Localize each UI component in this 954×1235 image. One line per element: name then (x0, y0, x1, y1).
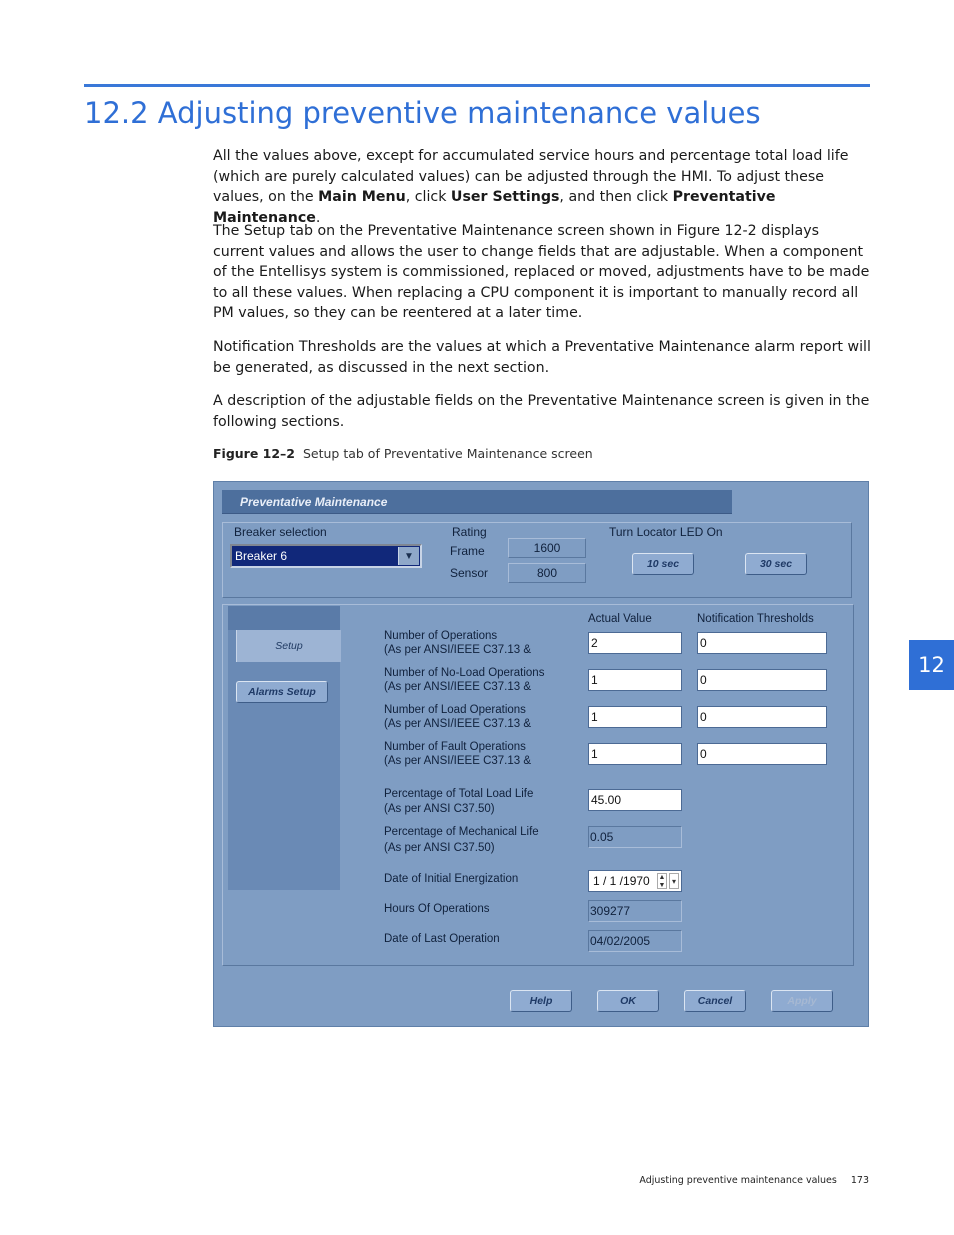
field-label (384, 740, 531, 768)
page-title: 12.2 Adjusting preventive maintenance values (84, 96, 761, 130)
no-load-threshold-input[interactable]: 0 (697, 669, 827, 691)
ok-button[interactable]: OK (597, 990, 659, 1012)
paragraph-4: A description of the adjustable fields on the Preventative Maintenance screen is given in the following sections. (213, 393, 870, 430)
load-threshold-input[interactable]: 0 (697, 706, 827, 728)
initial-energization-date-value: 1 / 1 /1970 (593, 874, 650, 888)
notification-thresholds-header: Notification Thresholds (697, 613, 814, 625)
paragraph-3: Notification Thresholds are the values at which a Preventative Maintenance alarm report will be generated, as discussed in the next section. (213, 339, 871, 376)
fault-threshold-input[interactable]: 0 (697, 743, 827, 765)
field-label-line: Number of No-Load Operations (384, 667, 545, 679)
field-label-line: (As per ANSI/IEEE C37.13 & (384, 755, 532, 767)
fault-actual-input[interactable]: 1 (588, 743, 682, 765)
field-label (384, 824, 539, 856)
field-label-line: Number of Operations (384, 630, 498, 642)
tab-setup[interactable]: Setup (236, 630, 341, 662)
field-label: Date of Initial Energization (384, 873, 519, 885)
p1-text: , and then click (559, 189, 673, 205)
page-number: 173 (850, 1175, 869, 1186)
field-label-line: Number of Fault Operations (384, 741, 526, 753)
preventative-maintenance-term: Preventative Maintenance (213, 189, 776, 226)
chevron-down-icon[interactable]: ▼ (398, 547, 419, 565)
preventative-maintenance-screen (213, 481, 869, 1027)
field-label-line: (As per ANSI C37.50) (384, 842, 495, 854)
p1-text: , click (405, 189, 451, 205)
p1-text: All the values above, except for accumulated service hours and percentage total load life (which are purely calculated values) can be adjusted through the HMI. To adjust these values, on the (213, 148, 849, 205)
figure-caption (213, 446, 593, 461)
breaker-selection-label: Breaker selection (234, 525, 327, 539)
field-label (384, 666, 544, 694)
last-operation-date-value: 04/02/2005 (588, 930, 682, 952)
field-label-line: (As per ANSI/IEEE C37.13 & (384, 718, 532, 730)
spinner-icon[interactable]: ▲ ▼ (658, 874, 666, 889)
field-label (384, 703, 531, 731)
field-label (384, 629, 531, 657)
actual-value-header: Actual Value (588, 613, 652, 625)
cancel-button[interactable]: Cancel (684, 990, 746, 1012)
breaker-select[interactable] (230, 544, 422, 568)
heading-rule (84, 84, 870, 87)
operations-actual-input[interactable]: 2 (588, 632, 682, 654)
screen-title: Preventative Maintenance (222, 490, 732, 514)
frame-value: 1600 (508, 538, 586, 558)
breaker-select-value: Breaker 6 (235, 549, 288, 563)
frame-label: Frame (450, 544, 485, 558)
field-label-line: Number of Load Operations (384, 704, 526, 716)
side-navigation-header (228, 606, 340, 630)
help-button[interactable]: Help (510, 990, 572, 1012)
field-label-line: Percentage of Mechanical Life (384, 826, 539, 838)
sensor-value: 800 (508, 563, 586, 583)
mechanical-life-value: 0.05 (588, 826, 682, 848)
figure-caption-text: Setup tab of Preventative Maintenance screen (302, 446, 593, 461)
sensor-label: Sensor (450, 566, 489, 580)
footer-title: Adjusting preventive maintenance values (639, 1175, 837, 1186)
field-label: Hours Of Operations (384, 903, 490, 915)
tab-alarms-setup[interactable]: Alarms Setup (236, 681, 328, 703)
chevron-down-icon[interactable]: ▾ (669, 873, 679, 889)
field-label-line: (As per ANSI/IEEE C37.13 & (384, 644, 532, 656)
operations-threshold-input[interactable]: 0 (697, 632, 827, 654)
page-footer (639, 1175, 869, 1186)
load-actual-input[interactable]: 1 (588, 706, 682, 728)
chapter-tab: 12 (909, 640, 954, 690)
figure-label: Figure 12–2 (213, 446, 296, 461)
hours-of-operations-value: 309277 (588, 900, 682, 922)
field-label-line: Percentage of Total Load Life (384, 788, 534, 800)
field-label: Date of Last Operation (384, 933, 500, 945)
rating-label: Rating (452, 525, 487, 539)
field-label-line: (As per ANSI/IEEE C37.13 & (384, 681, 532, 693)
locator-10-sec-button[interactable]: 10 sec (632, 553, 694, 575)
p1-text: . (315, 209, 321, 226)
total-load-life-input[interactable]: 45.00 (588, 789, 682, 811)
field-label (384, 787, 533, 817)
field-label-line: (As per ANSI C37.50) (384, 803, 495, 815)
locator-30-sec-button[interactable]: 30 sec (745, 553, 807, 575)
locator-led-label: Turn Locator LED On (609, 525, 723, 539)
main-menu-term: Main Menu (318, 189, 406, 205)
no-load-actual-input[interactable]: 1 (588, 669, 682, 691)
apply-button[interactable]: Apply (771, 990, 833, 1012)
paragraph-1 (213, 146, 871, 228)
initial-energization-date-picker[interactable] (588, 870, 682, 892)
user-settings-term: User Settings (450, 189, 560, 205)
paragraph-2: The Setup tab on the Preventative Maintenance screen shown in Figure 12-2 displays current values and allows the user to change fields that are adjustable. When a component of the Entellisys system is commissioned, replaced or moved, adjustments have to be made to all these values. When replacing a CPU component it is important to manually record all PM values, so they can be reentered at a later time. (213, 223, 870, 321)
